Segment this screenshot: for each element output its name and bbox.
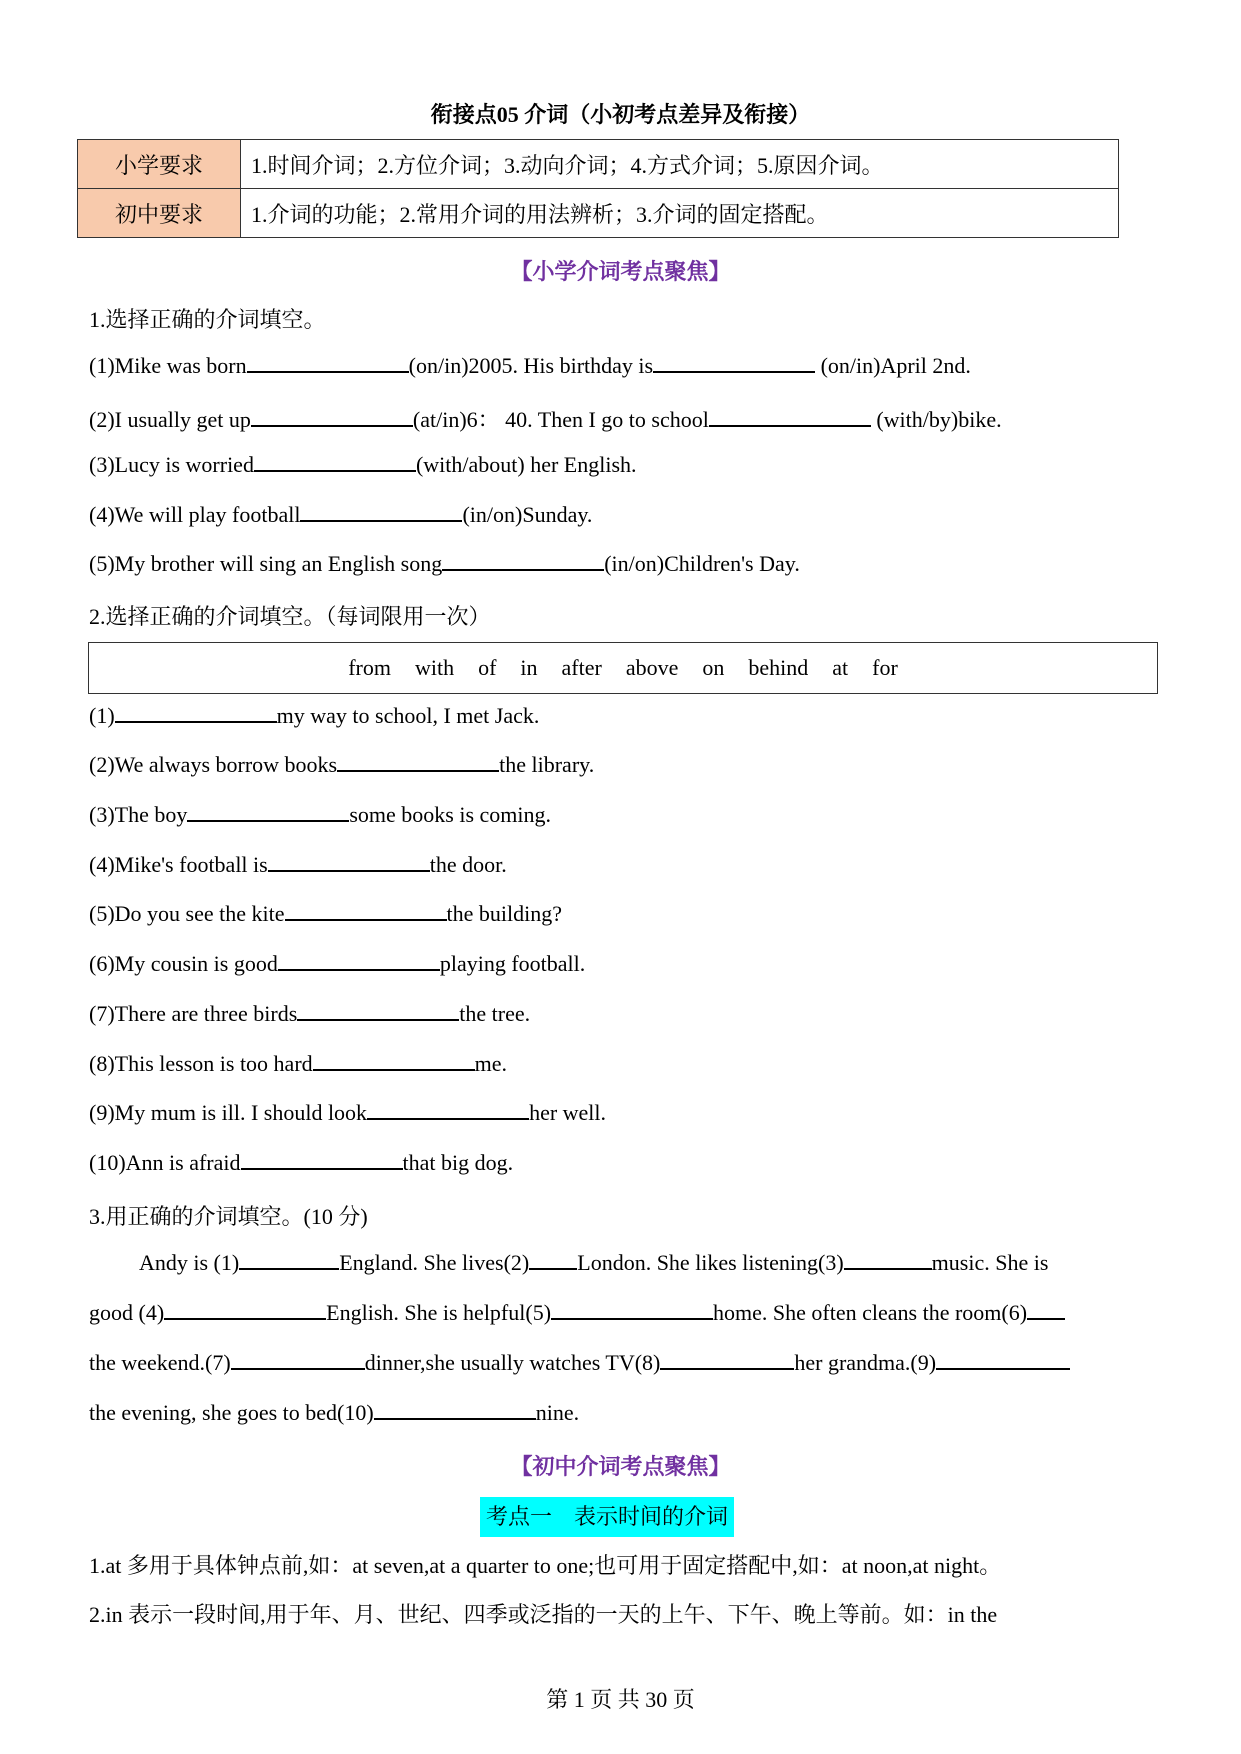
q3-paragraph-line: the weekend.(7) dinner,she usually watches TV(8) her grandma.(9) <box>89 1350 1070 1376</box>
q1-item: (1)Mike was born (on/in)2005. His birthday is (on/in)April 2nd. <box>89 353 971 378</box>
q1-item: (2)I usually get up (at/in)6： 40. Then I go to school (with/by)bike. <box>89 407 1002 432</box>
answer-blank[interactable] <box>115 703 277 723</box>
word-bank-item: behind <box>748 655 809 680</box>
q2-item: (4)Mike's football is the door. <box>89 852 507 877</box>
section-title-junior: 【初中介词考点聚焦】 <box>510 1454 731 1479</box>
row-content: 1.时间介词；2.方位介词；3.动向介词；4.方式介词；5.原因介词。 <box>241 140 1119 189</box>
answer-blank[interactable] <box>1027 1300 1065 1320</box>
answer-blank[interactable] <box>313 1051 475 1071</box>
answer-blank[interactable] <box>231 1350 365 1370</box>
answer-blank[interactable] <box>251 407 413 427</box>
answer-blank[interactable] <box>660 1350 794 1370</box>
q2-item: (3)The boy some books is coming. <box>89 802 552 827</box>
q3-paragraph-line: Andy is (1) England. She lives(2) London. She likes listening(3) music. She is <box>139 1250 1049 1275</box>
word-bank-item: of <box>478 655 497 680</box>
q3-paragraph-line: the evening, she goes to bed(10) nine. <box>89 1400 580 1425</box>
answer-blank[interactable] <box>844 1250 932 1270</box>
q1-item: (4)We will play football (in/on)Sunday. <box>89 502 593 527</box>
answer-blank[interactable] <box>529 1250 577 1270</box>
word-bank-item: on <box>702 655 725 680</box>
answer-blank[interactable] <box>374 1400 536 1420</box>
answer-blank[interactable] <box>297 1001 459 1021</box>
table-row <box>78 189 1119 238</box>
answer-blank[interactable] <box>247 353 409 373</box>
q2-item: (9)My mum is ill. I should look her well. <box>89 1100 607 1125</box>
answer-blank[interactable] <box>551 1300 713 1320</box>
answer-blank[interactable] <box>936 1350 1070 1370</box>
q1-item: (3)Lucy is worried (with/about) her English. <box>89 452 637 477</box>
section-title-primary: 【小学介词考点聚焦】 <box>510 259 731 284</box>
q2-item: (2)We always borrow books the library. <box>89 752 595 777</box>
page-footer: 第 1 页 共 30 页 <box>546 1687 695 1712</box>
answer-blank[interactable] <box>254 452 416 472</box>
word-bank-item: from <box>348 655 391 680</box>
row-label: 小学要求 <box>78 140 241 189</box>
q2-item: (7)There are three birds the tree. <box>89 1001 531 1026</box>
note-line: 2.in 表示一段时间,用于年、月、世纪、四季或泛指的一天的上午、下午、晚上等前。如：in the <box>89 1602 998 1627</box>
note-line: 1.at 多用于具体钟点前,如：at seven,at a quarter to one;也可用于固定搭配中,如：at noon,at night。 <box>89 1553 1002 1578</box>
answer-blank[interactable] <box>278 951 440 971</box>
word-bank-item: above <box>625 655 679 680</box>
word-bank-item: with <box>414 655 455 680</box>
word-bank <box>88 642 1158 694</box>
q3-instruction: 3.用正确的介词填空。(10 分) <box>89 1204 368 1229</box>
answer-blank[interactable] <box>187 802 349 822</box>
word-bank-item: for <box>872 655 898 680</box>
q2-item: (10)Ann is afraid that big dog. <box>89 1150 514 1175</box>
requirements-table <box>77 139 1119 238</box>
point-heading: 考点一 表示时间的介词 <box>480 1497 734 1537</box>
answer-blank[interactable] <box>337 752 499 772</box>
answer-blank[interactable] <box>239 1250 339 1270</box>
answer-blank[interactable] <box>709 407 871 427</box>
q2-item: (1) my way to school, I met Jack. <box>89 703 540 728</box>
q1-instruction: 1.选择正确的介词填空。 <box>89 307 326 332</box>
word-bank-item: at <box>832 655 849 680</box>
answer-blank[interactable] <box>653 353 815 373</box>
word-bank-item: in <box>520 655 538 680</box>
q2-item: (6)My cousin is good playing football. <box>89 951 586 976</box>
answer-blank[interactable] <box>442 551 604 571</box>
answer-blank[interactable] <box>241 1150 403 1170</box>
q2-item: (8)This lesson is too hard me. <box>89 1051 508 1076</box>
row-content: 1.介词的功能；2.常用介词的用法辨析；3.介词的固定搭配。 <box>241 189 1119 238</box>
row-label: 初中要求 <box>78 189 241 238</box>
page-title: 衔接点05 介词（小初考点差异及衔接） <box>430 102 811 127</box>
q3-paragraph-line: good (4) English. She is helpful(5) home. She often cleans the room(6) <box>89 1300 1065 1326</box>
answer-blank[interactable] <box>164 1300 326 1320</box>
word-bank-item: after <box>561 655 602 680</box>
answer-blank[interactable] <box>300 502 462 522</box>
answer-blank[interactable] <box>367 1100 529 1120</box>
answer-blank[interactable] <box>285 901 447 921</box>
answer-blank[interactable] <box>268 852 430 872</box>
q2-instruction: 2.选择正确的介词填空。（每词限用一次） <box>89 604 491 629</box>
q1-item: (5)My brother will sing an English song (in/on)Children's Day. <box>89 551 800 576</box>
table-row <box>78 140 1119 189</box>
q2-item: (5)Do you see the kite the building? <box>89 901 562 926</box>
